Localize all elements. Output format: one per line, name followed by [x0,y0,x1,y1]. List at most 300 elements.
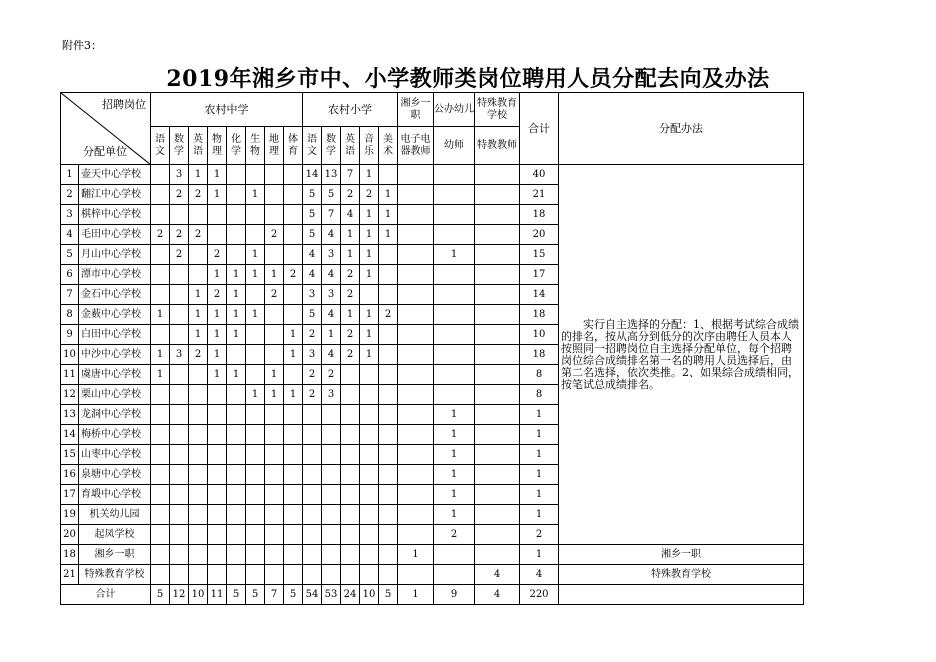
value-cell [189,525,208,545]
total-value: 11 [208,585,227,605]
value-cell: 18 [520,305,559,325]
unit-name: 起凤学校 [79,525,151,545]
value-cell: 1 [360,205,379,225]
value-cell [265,525,284,545]
value-cell [170,485,189,505]
value-cell [151,565,170,585]
header-method: 分配办法 [559,93,804,165]
value-cell [189,565,208,585]
value-cell [170,545,189,565]
value-cell [170,465,189,485]
attachment-label: 附件3： [62,39,102,52]
value-cell: 2 [303,385,322,405]
value-cell: 2 [189,185,208,205]
value-cell [284,365,303,385]
unit-name: 毛田中心学校 [79,225,151,245]
value-cell [303,425,322,445]
value-cell [208,405,227,425]
value-cell [303,405,322,425]
value-cell: 1 [227,305,246,325]
value-cell [227,205,246,225]
value-cell: 3 [170,345,189,365]
corner-bottom-label: 分配单位 [83,145,127,158]
value-cell [246,365,265,385]
value-cell [189,485,208,505]
value-cell [246,225,265,245]
value-cell: 1 [208,185,227,205]
value-cell [265,505,284,525]
value-cell [360,505,379,525]
row-number: 15 [61,445,79,465]
value-cell [322,465,341,485]
subject-m-biology: 生物 [246,127,265,165]
value-cell [303,545,322,565]
value-cell: 4 [475,565,520,585]
value-cell: 18 [520,345,559,365]
value-cell: 2 [265,285,284,305]
value-cell: 2 [303,365,322,385]
total-value: 1 [398,585,434,605]
value-cell [151,165,170,185]
total-value: 12 [170,585,189,605]
value-cell [434,265,475,285]
value-cell [303,505,322,525]
value-cell: 8 [520,365,559,385]
value-cell [475,225,520,245]
value-cell: 1 [398,545,434,565]
value-cell: 4 [322,345,341,365]
value-cell [265,485,284,505]
value-cell [360,285,379,305]
value-cell: 2 [322,365,341,385]
value-cell [398,445,434,465]
total-value: 5 [284,585,303,605]
value-cell: 1 [246,185,265,205]
value-cell: 1 [360,345,379,365]
unit-name: 山枣中心学校 [79,445,151,465]
value-cell: 2 [341,285,360,305]
unit-name: 翻江中心学校 [79,185,151,205]
value-cell [151,265,170,285]
row-number: 14 [61,425,79,445]
value-cell: 21 [520,185,559,205]
value-cell: 1 [227,365,246,385]
value-cell [151,525,170,545]
value-cell: 2 [151,225,170,245]
value-cell: 1 [208,305,227,325]
value-cell [379,365,398,385]
value-cell: 1 [434,445,475,465]
total-value: 5 [246,585,265,605]
value-cell: 2 [189,345,208,365]
value-cell [434,345,475,365]
value-cell [208,565,227,585]
value-cell [303,565,322,585]
value-cell [265,545,284,565]
value-cell: 2 [208,245,227,265]
value-cell [360,365,379,385]
value-cell [379,405,398,425]
value-cell [246,405,265,425]
value-cell [398,365,434,385]
value-cell [189,465,208,485]
value-cell [151,505,170,525]
value-cell [434,305,475,325]
value-cell [284,205,303,225]
value-cell [227,165,246,185]
value-cell [322,545,341,565]
group-rural-primary: 农村小学 [303,93,398,127]
value-cell [379,525,398,545]
value-cell: 1 [208,345,227,365]
value-cell [398,385,434,405]
value-cell [434,285,475,305]
value-cell: 1 [434,465,475,485]
unit-name: 月山中心学校 [79,245,151,265]
value-cell [284,165,303,185]
value-cell [398,165,434,185]
value-cell [151,185,170,205]
value-cell [151,325,170,345]
value-cell [208,465,227,485]
value-cell [341,445,360,465]
value-cell [398,265,434,285]
row-method: 特殊教育学校 [559,565,804,585]
value-cell [284,185,303,205]
value-cell: 1 [360,165,379,185]
subject-m-geography: 地理 [265,127,284,165]
unit-name: 泉塘中心学校 [79,465,151,485]
total-value: 220 [520,585,559,605]
total-value: 54 [303,585,322,605]
value-cell [379,465,398,485]
value-cell: 1 [379,205,398,225]
value-cell [151,245,170,265]
row-method: 湘乡一职 [559,545,804,565]
value-cell [284,465,303,485]
value-cell [398,305,434,325]
unit-name: 虞唐中心学校 [79,365,151,385]
value-cell [151,385,170,405]
value-cell: 2 [208,285,227,305]
value-cell [265,205,284,225]
value-cell [322,485,341,505]
value-cell: 17 [520,265,559,285]
unit-name: 壶天中心学校 [79,165,151,185]
value-cell: 3 [322,285,341,305]
value-cell [475,525,520,545]
subject-p-math: 数学 [322,127,341,165]
value-cell [265,245,284,265]
table-row [61,565,804,585]
value-cell [284,525,303,545]
value-cell: 2 [341,345,360,365]
value-cell [322,445,341,465]
subject-kindergarten: 幼师 [434,127,475,165]
value-cell [475,385,520,405]
value-cell [434,185,475,205]
value-cell [246,525,265,545]
value-cell [322,525,341,545]
row-number: 13 [61,405,79,425]
value-cell: 2 [341,265,360,285]
value-cell [170,205,189,225]
value-cell [284,405,303,425]
allocation-table [60,92,804,605]
value-cell [151,205,170,225]
total-row [61,585,804,605]
value-cell: 1 [208,325,227,345]
value-cell [322,565,341,585]
value-cell: 1 [341,225,360,245]
value-cell [475,505,520,525]
subject-m-english: 英语 [189,127,208,165]
value-cell [246,445,265,465]
group-special-school: 特殊教育学校 [475,93,520,127]
value-cell: 1 [227,285,246,305]
value-cell: 1 [341,245,360,265]
value-cell [341,505,360,525]
value-cell: 2 [360,185,379,205]
value-cell: 1 [520,505,559,525]
value-cell [151,445,170,465]
value-cell [284,485,303,505]
subject-p-english: 英语 [341,127,360,165]
value-cell [379,165,398,185]
value-cell: 1 [189,325,208,345]
value-cell [246,485,265,505]
value-cell: 7 [322,205,341,225]
value-cell [341,565,360,585]
value-cell [208,205,227,225]
unit-name: 金石中心学校 [79,285,151,305]
value-cell [170,385,189,405]
row-number: 9 [61,325,79,345]
value-cell [284,425,303,445]
value-cell [322,405,341,425]
row-number: 4 [61,225,79,245]
value-cell [170,365,189,385]
value-cell [227,425,246,445]
row-number: 7 [61,285,79,305]
subject-m-chinese: 语文 [151,127,170,165]
total-value: 24 [341,585,360,605]
value-cell [227,465,246,485]
value-cell: 1 [360,325,379,345]
subject-m-chemistry: 化学 [227,127,246,165]
value-cell [475,345,520,365]
value-cell [227,485,246,505]
value-cell [208,385,227,405]
value-cell [379,445,398,465]
total-value: 10 [360,585,379,605]
value-cell [341,545,360,565]
value-cell [434,165,475,185]
unit-name: 潭市中心学校 [79,265,151,285]
value-cell [170,505,189,525]
total-value: 10 [189,585,208,605]
value-cell [284,285,303,305]
value-cell: 18 [520,205,559,225]
value-cell [151,545,170,565]
value-cell [475,365,520,385]
value-cell: 1 [227,325,246,345]
value-cell [341,365,360,385]
value-cell [170,425,189,445]
value-cell [475,465,520,485]
value-cell: 1 [208,265,227,285]
value-cell [265,425,284,445]
value-cell: 4 [322,265,341,285]
value-cell [189,245,208,265]
value-cell: 5 [303,305,322,325]
value-cell: 2 [170,185,189,205]
value-cell [379,285,398,305]
value-cell [398,525,434,545]
value-cell: 1 [434,505,475,525]
value-cell: 40 [520,165,559,185]
subject-m-pe: 体育 [284,127,303,165]
page-title: 2019年湘乡市中、小学教师类岗位聘用人员分配去向及办法 [166,66,770,92]
value-cell [284,245,303,265]
value-cell: 2 [170,225,189,245]
value-cell [284,565,303,585]
value-cell [151,285,170,305]
value-cell [360,405,379,425]
value-cell: 4 [341,205,360,225]
value-cell [379,485,398,505]
value-cell: 1 [284,385,303,405]
value-cell [265,325,284,345]
value-cell [341,385,360,405]
value-cell [208,445,227,465]
value-cell: 4 [303,245,322,265]
row-number: 20 [61,525,79,545]
value-cell [265,185,284,205]
value-cell [341,465,360,485]
unit-name: 金薮中心学校 [79,305,151,325]
value-cell [434,365,475,385]
value-cell: 7 [341,165,360,185]
value-cell [398,505,434,525]
value-cell [151,405,170,425]
value-cell: 1 [434,485,475,505]
value-cell [475,165,520,185]
value-cell: 1 [520,485,559,505]
value-cell: 2 [303,325,322,345]
value-cell [284,445,303,465]
value-cell: 2 [341,325,360,345]
value-cell: 1 [151,305,170,325]
subject-special: 特教教师 [475,127,520,165]
row-number: 5 [61,245,79,265]
value-cell: 1 [265,365,284,385]
value-cell: 2 [434,525,475,545]
value-cell [170,305,189,325]
value-cell [189,545,208,565]
subject-vocational: 电子电器教师 [398,127,434,165]
value-cell [475,425,520,445]
value-cell: 4 [303,265,322,285]
value-cell: 1 [246,245,265,265]
header-corner [61,93,151,165]
value-cell [284,545,303,565]
subject-p-music: 音乐 [360,127,379,165]
row-number: 18 [61,545,79,565]
value-cell [360,565,379,585]
value-cell [284,305,303,325]
value-cell [265,405,284,425]
row-number: 6 [61,265,79,285]
row-number: 12 [61,385,79,405]
value-cell: 1 [227,265,246,285]
value-cell [208,525,227,545]
value-cell [475,285,520,305]
value-cell [303,525,322,545]
value-cell [265,445,284,465]
value-cell [227,565,246,585]
value-cell [227,185,246,205]
value-cell [227,345,246,365]
value-cell [265,565,284,585]
value-cell [151,465,170,485]
unit-name: 棋梓中心学校 [79,205,151,225]
value-cell: 1 [322,325,341,345]
value-cell [189,365,208,385]
row-number: 11 [61,365,79,385]
group-kindergarten: 公办幼儿 [434,93,475,127]
value-cell [322,425,341,445]
value-cell [360,465,379,485]
header-total: 合计 [520,93,559,165]
value-cell [475,445,520,465]
value-cell [379,325,398,345]
value-cell: 20 [520,225,559,245]
total-method-empty [559,585,804,605]
unit-name: 特殊教育学校 [79,565,151,585]
unit-name: 梅桥中心学校 [79,425,151,445]
value-cell [265,165,284,185]
value-cell [170,565,189,585]
value-cell [322,505,341,525]
value-cell [265,345,284,365]
value-cell [246,565,265,585]
value-cell [398,425,434,445]
value-cell: 1 [284,345,303,365]
value-cell: 1 [265,265,284,285]
value-cell [398,485,434,505]
value-cell [341,525,360,545]
value-cell [170,405,189,425]
value-cell: 1 [246,305,265,325]
value-cell [379,385,398,405]
row-number: 21 [61,565,79,585]
value-cell: 4 [520,565,559,585]
value-cell: 1 [284,325,303,345]
value-cell [360,485,379,505]
unit-name: 机关幼儿园 [79,505,151,525]
value-cell: 1 [520,465,559,485]
value-cell [189,425,208,445]
value-cell: 1 [520,445,559,465]
value-cell: 1 [379,185,398,205]
value-cell: 2 [170,245,189,265]
value-cell [246,345,265,365]
value-cell [360,545,379,565]
value-cell [246,545,265,565]
value-cell [475,405,520,425]
value-cell [379,545,398,565]
